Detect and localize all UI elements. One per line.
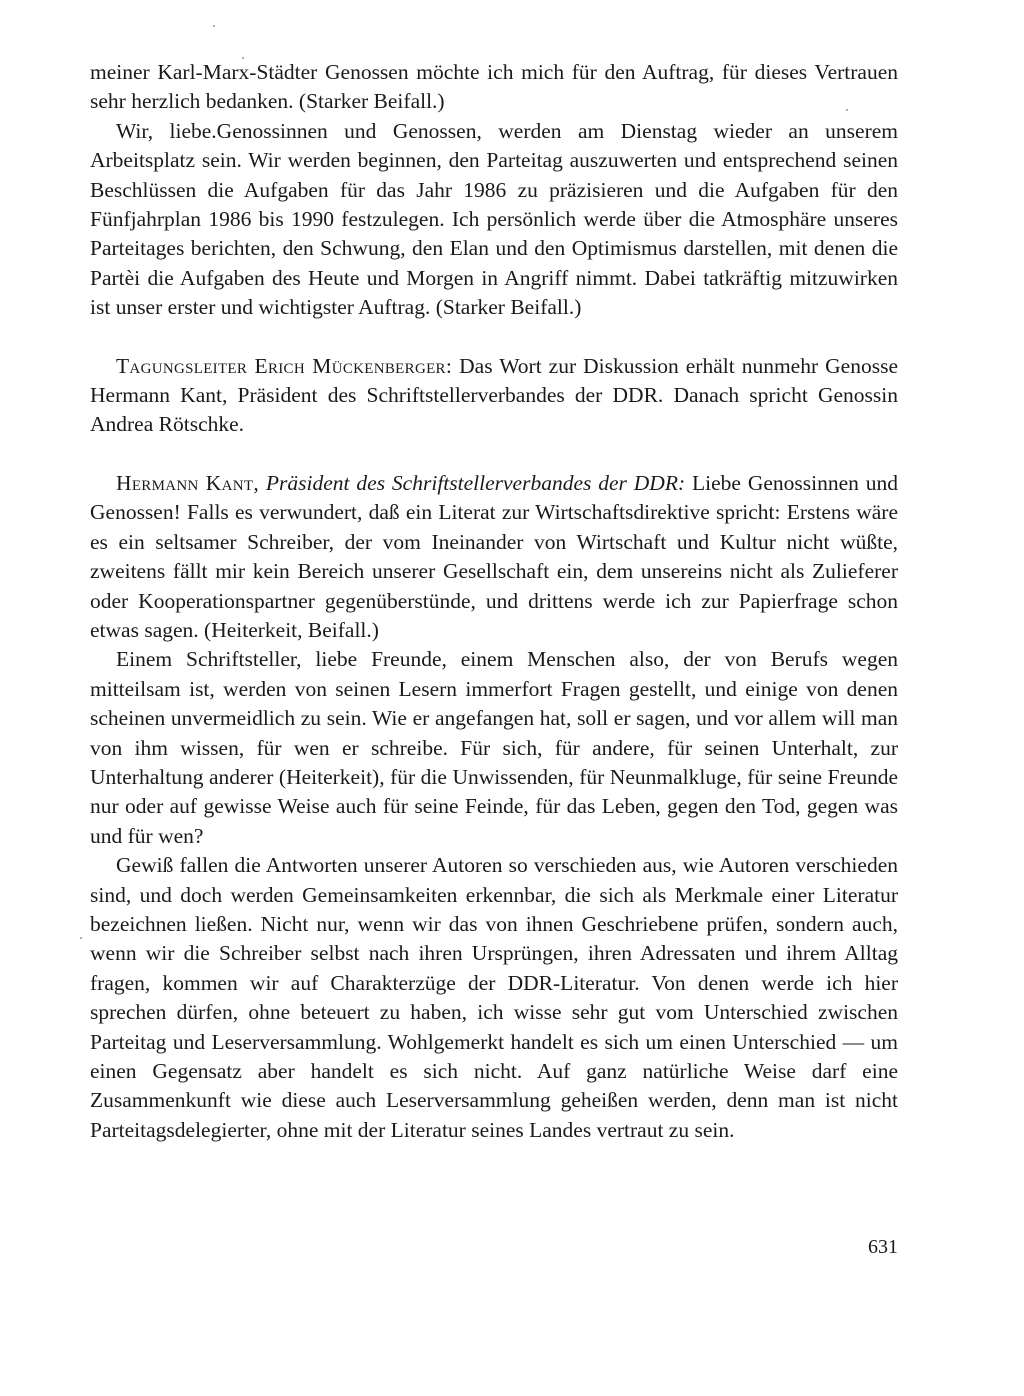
page-body bbox=[90, 58, 898, 1145]
paragraph-text: Wir, liebe.Genossinnen und Genossen, werden am Dienstag wieder an unserem Arbeitsplatz sein. Wir werden beginnen, den Parteitag auszuwerten und entsprechend seinen Beschlüssen die Aufgaben für das Jahr 1986 zu präzisieren und die Aufgaben für den Fünfjahrplan 1986 bis 1990 festzulegen. Ich persönlich werde über die Atmosphäre unseres Parteitages berichten, den Schwung, den Elan und den Optimismus darstellen, mit denen die Partèi die Aufgaben des Heute und Morgen in Angriff nimmt. Dabei tatkräftig mitzuwirken ist unser erster und wichtigster Auftrag. (Starker Beifall.) bbox=[90, 118, 898, 320]
speaker-name: Hermann Kant, bbox=[116, 470, 260, 495]
scan-speck bbox=[213, 25, 215, 27]
section-gap bbox=[90, 440, 898, 469]
paragraph-text: meiner Karl-Marx-Städter Genossen möchte ich mich für den Auftrag, für dieses Vertrauen sehr herzlich bedanken. (Starker Beifall.) bbox=[90, 60, 898, 114]
paragraph-kant-opening bbox=[90, 469, 898, 645]
paragraph-workplace bbox=[90, 117, 898, 323]
paragraph-text: Das Wort zur Diskussion erhält nunmehr Genosse Hermann Kant, Präsident des Schriftstellerverbandes der DDR. Danach spricht Genossin Andrea Rötschke. bbox=[90, 353, 898, 437]
paragraph-chair-announcement bbox=[90, 352, 898, 440]
scan-speck bbox=[80, 937, 82, 939]
speaker-role: Präsident des Schriftstellerverbandes der DDR: bbox=[259, 470, 686, 495]
paragraph-continuation bbox=[90, 58, 898, 117]
paragraph-text: Liebe Genossinnen und Genossen! Falls es verwundert, daß ein Literat zur Wirtschaftsdirektive spricht: Erstens wäre es ein seltsamer Schreiber, der vom Ineinander von Wirtschaft und Kultur nicht wüßte, zweitens fällt mir kein Bereich unserer Gesellschaft ein, dem unsereins nicht als Zulieferer oder Kooperationspartner gegenüberstünde, und drittens werde ich zur Papierfrage schon etwas sagen. (Heiterkeit, Beifall.) bbox=[90, 470, 899, 642]
paragraph-text: Gewiß fallen die Antworten unserer Autoren so verschieden aus, wie Autoren verschieden sind, und doch werden Gemeinsamkeiten erkennbar, die sich als Merkmale einer Literatur bezeichnen ließen. Nicht nur, wenn wir das von ihnen Geschriebene prüfen, sondern auch, wenn wir die Schreiber selbst nach ihren Ursprüngen, ihren Adressaten und ihrem Alltag fragen, kommen wir auf Charakterzüge der DDR-Literatur. Von denen werde ich hier sprechen dürfen, ohne beteuert zu haben, ich wisse sehr gut vom Unterschied zwischen Parteitag und Leserversammlung. Wohlgemerkt handelt es sich um einen Unterschied — um einen Gegensatz aber handelt es sich nicht. Auf ganz natürliche Weise darf eine Zusammenkunft wie diese auch Leserversammlung geheißen werden, denn man ist nicht Parteitagsdelegierter, ohne mit der Literatur seines Landes vertraut zu sein. bbox=[90, 853, 898, 1142]
paragraph-ddr-literature bbox=[90, 851, 898, 1145]
paragraph-text: Einem Schriftsteller, liebe Freunde, einem Menschen also, der von Berufs wegen mitteilsam ist, werden von seinen Lesern immerfort Fragen gestellt, und einige von denen scheinen unvermeidlich zu sein. Wie er angefangen hat, soll er sagen, und vor allem will man von ihm wissen, für wen er schreibe. Für sich, für andere, für seinen Unterhalt, zur Unterhaltung anderer (Heiterkeit), für die Unwissenden, für Neunmalkluge, für seine Freunde nur oder auf gewisse Weise auch für seine Feinde, für das Leben, gegen den Tod, gegen was und für wen? bbox=[90, 647, 898, 848]
section-gap bbox=[90, 323, 898, 352]
speaker-name: Tagungsleiter Erich Mückenberger: bbox=[116, 353, 453, 378]
page-number: 631 bbox=[868, 1236, 898, 1258]
paragraph-reader-questions bbox=[90, 645, 898, 851]
